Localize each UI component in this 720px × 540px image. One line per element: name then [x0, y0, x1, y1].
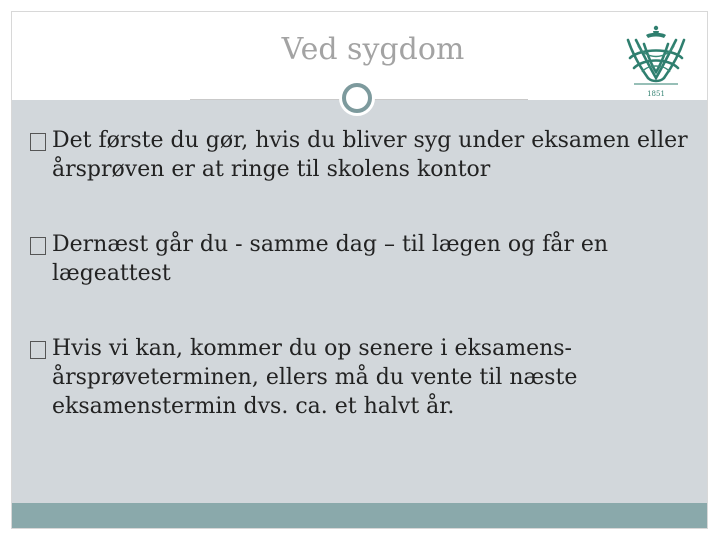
- logo-year: 1851: [647, 90, 665, 98]
- bottom-bar: [12, 503, 707, 528]
- missing-glyph-bullet-icon: [30, 133, 46, 151]
- missing-glyph-bullet-icon: [30, 237, 46, 255]
- slide-title: Ved sygdom: [281, 32, 465, 67]
- bullet-text: Dernæst går du - samme dag – til lægen og får en lægeattest: [52, 232, 609, 286]
- list-item: [30, 230, 690, 288]
- bullet-text: Hvis vi kan, kommer du op senere i eksamens-årsprøveterminen, ellers må du vente til næste eksamenstermin dvs. ca. et halvt år.: [52, 336, 578, 419]
- bullet-list: [30, 126, 690, 467]
- bullet-text: Det første du gør, hvis du bliver syg under eksamen eller årsprøven er at ringe til skolens kontor: [52, 128, 688, 182]
- list-item: [30, 126, 690, 184]
- crown-monogram-logo-icon: [618, 24, 694, 100]
- circle-ornament-icon: [339, 80, 375, 116]
- missing-glyph-bullet-icon: [30, 341, 46, 359]
- list-item: [30, 334, 690, 421]
